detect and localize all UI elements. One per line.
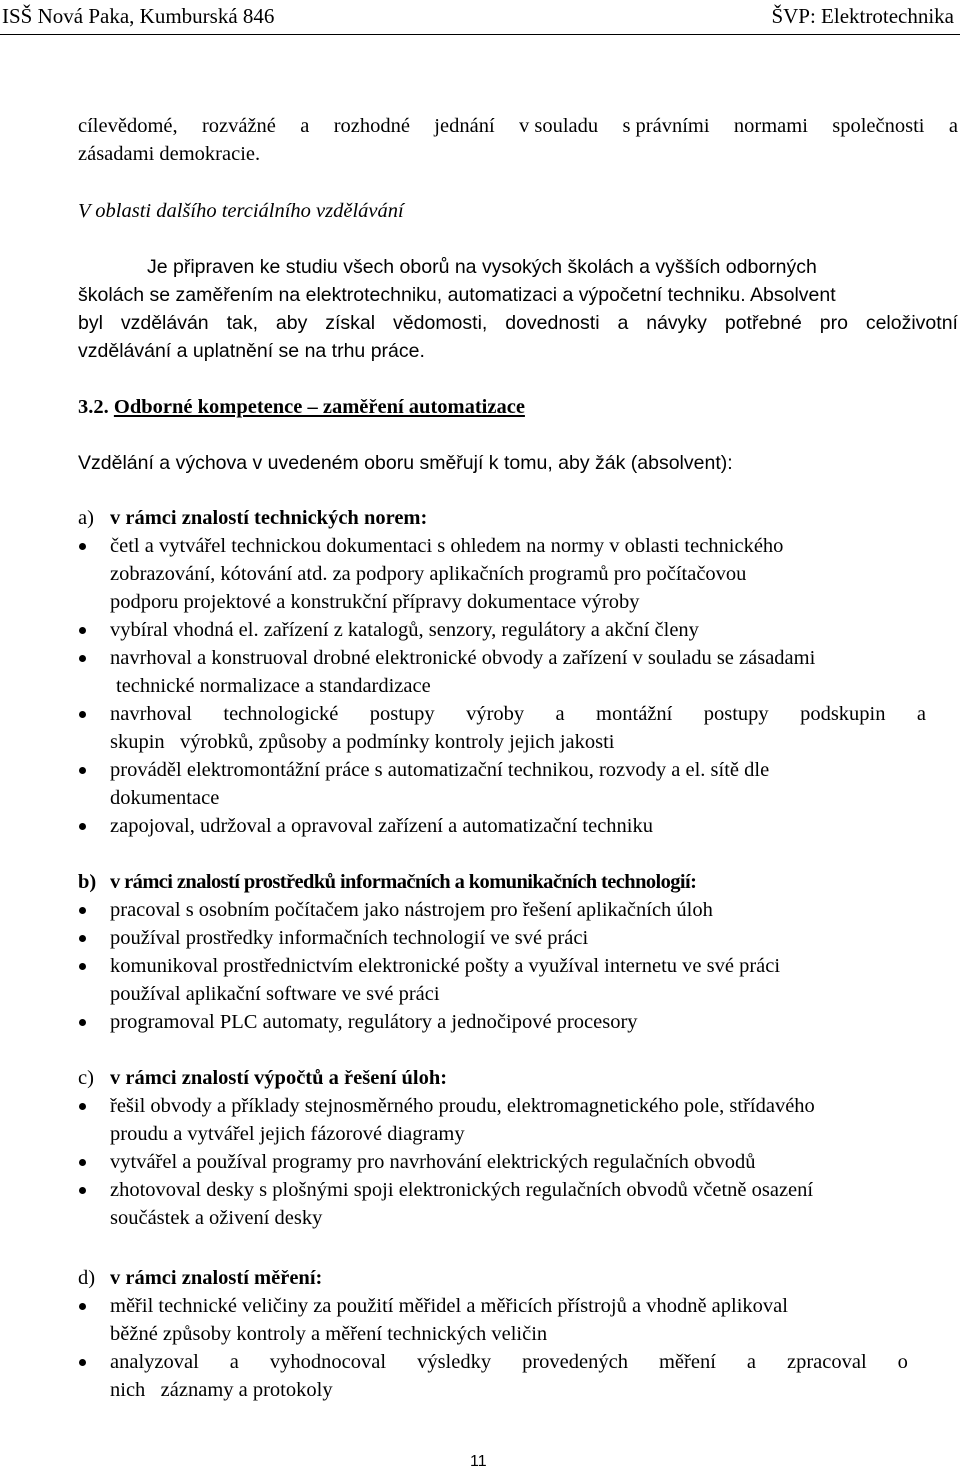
bullet-icon (79, 1103, 86, 1110)
word: a (555, 703, 565, 725)
word: výroby (466, 703, 525, 725)
word: výsledky (417, 1351, 492, 1373)
word: vzděláván (120, 312, 209, 334)
group-b-marker: b) (78, 871, 97, 893)
group-d-marker: d) (78, 1267, 96, 1289)
word: jednání (434, 115, 495, 137)
word: celoživotní (865, 312, 958, 334)
bullet-icon (79, 655, 86, 662)
bullet-icon (79, 1187, 86, 1194)
word: a (916, 703, 926, 725)
tertiary-heading: V oblasti dalšího terciálního vzdělávání (78, 200, 404, 222)
group-b-line: komunikoval prostřednictvím elektronické pošty a využíval internetu ve své práci (110, 955, 781, 977)
group-c-line: řešil obvody a příklady stejnosměrného proudu, elektromagnetického pole, střídavého (110, 1095, 815, 1117)
group-a-title: v rámci znalostí technických norem: (110, 507, 428, 529)
section-number: 3.2. (78, 396, 109, 418)
word: technologické (223, 703, 339, 725)
word: rozhodné (333, 115, 410, 137)
group-b-line: používal aplikační software ve své práci (110, 983, 440, 1005)
word: potřebné (724, 312, 802, 334)
word: a (300, 115, 310, 137)
word: postupy (369, 703, 435, 725)
group-a-line: technické normalizace a standardizace (116, 675, 431, 697)
word: podskupin (800, 703, 886, 725)
group-c-title: v rámci znalostí výpočtů a řešení úloh: (110, 1067, 448, 1089)
group-d-title: v rámci znalostí měření: (110, 1267, 323, 1289)
group-b-line: pracoval s osobním počítačem jako nástrojem pro řešení aplikačních úloh (110, 899, 713, 921)
word: a (948, 115, 958, 137)
tertiary-line-2: školách se zaměřením na elektrotechniku, automatizaci a výpočetní techniku. Absolvent (78, 284, 836, 306)
bullet-icon (79, 1359, 86, 1366)
group-c-line: proudu a vytvářel jejich fázorové diagramy (110, 1123, 465, 1145)
group-a-line: podporu projektové a konstrukční přípravy dokumentace výroby (110, 591, 640, 613)
word: navrhoval (110, 703, 192, 725)
word: o (897, 1351, 908, 1373)
group-d-line: běžné způsoby kontroly a měření technických veličin (110, 1323, 548, 1345)
word: byl (78, 312, 103, 334)
word: rozvážné (201, 115, 276, 137)
word: provedených (522, 1351, 628, 1373)
word: a (229, 1351, 239, 1373)
bullet-icon (79, 963, 86, 970)
bullet-icon (79, 711, 86, 718)
group-a-justified-line (110, 700, 926, 728)
word: aby (275, 312, 308, 334)
bullet-icon (79, 627, 86, 634)
group-a-line: dokumentace (110, 787, 220, 809)
group-c-line: zhotovoval desky s plošnými spoji elektronických regulačních obvodů včetně osazení (110, 1179, 814, 1201)
word: analyzoval (110, 1351, 199, 1373)
bullet-icon (79, 935, 86, 942)
word: montážní (596, 703, 673, 725)
word: tak, (226, 312, 258, 334)
word: měření (658, 1351, 716, 1373)
word: návyky (646, 312, 707, 334)
group-c-line: součástek a oživení desky (110, 1207, 323, 1229)
section-title: Odborné kompetence – zaměření automatizace (113, 396, 525, 418)
header-left: ISŠ Nová Paka, Kumburská 846 (2, 4, 275, 28)
group-a-line: zapojoval, udržoval a opravoval zařízení a automatizační techniku (110, 815, 653, 837)
group-b-title: v rámci znalostí prostředků informačních a komunikačních technologií: (110, 871, 697, 893)
group-b-line: programoval PLC automaty, regulátory a jednočipové procesory (110, 1011, 638, 1033)
word: cílevědomé, (78, 115, 178, 137)
group-c-line: vytvářel a používal programy pro navrhování elektrických regulačních obvodů (110, 1151, 756, 1173)
group-a-line: skupin výrobků, způsoby a podmínky kontroly jejich jakosti (110, 731, 615, 753)
intro-line-1 (78, 112, 958, 140)
word: získal (325, 312, 376, 334)
bullet-icon (79, 1019, 86, 1026)
group-d-justified-line (110, 1348, 908, 1376)
group-a-line: prováděl elektromontážní práce s automatizační technikou, rozvody a el. sítě dle (110, 759, 770, 781)
word: vyhodnocoval (269, 1351, 387, 1373)
page-number: 11 (470, 1453, 487, 1470)
word: dovednosti (505, 312, 600, 334)
bullet-icon (79, 823, 86, 830)
bullet-icon (79, 543, 86, 550)
word: normami (733, 115, 808, 137)
bullet-icon (79, 767, 86, 774)
tertiary-line-1: Je připraven ke studiu všech oborů na vysokých školách a vyšších odborných (147, 256, 817, 278)
word: s právními (622, 115, 710, 137)
bullet-icon (79, 1303, 86, 1310)
word: v souladu (518, 115, 599, 137)
group-d-line: měřil technické veličiny za použití měřidel a měřicích přístrojů a vhodně aplikoval (110, 1295, 788, 1317)
word: a (746, 1351, 756, 1373)
group-a-line: navrhoval a konstruoval drobné elektronické obvody a zařízení v souladu se zásadami (110, 647, 816, 669)
group-a-marker: a) (78, 507, 94, 529)
word: zpracoval (787, 1351, 867, 1373)
header-divider (0, 34, 960, 35)
tertiary-line-3 (78, 309, 958, 337)
word: postupy (703, 703, 769, 725)
group-d-line: nich záznamy a protokoly (110, 1379, 333, 1401)
group-a-line: zobrazování, kótování atd. za podpory aplikačních programů pro počítačovou (110, 563, 747, 585)
tertiary-line-4: vzdělávání a uplatnění se na trhu práce. (78, 340, 425, 362)
group-b-line: používal prostředky informačních technologií ve své práci (110, 927, 589, 949)
section-heading (78, 393, 525, 421)
bullet-icon (79, 1159, 86, 1166)
intro-line-2: zásadami demokracie. (78, 143, 261, 165)
word: společnosti (832, 115, 925, 137)
word: vědomosti, (393, 312, 488, 334)
section-lead: Vzdělání a výchova v uvedeném oboru směřují k tomu, aby žák (absolvent): (78, 452, 733, 474)
group-c-marker: c) (78, 1067, 94, 1089)
group-a-line: četl a vytvářel technickou dokumentaci s ohledem na normy v oblasti technického (110, 535, 784, 557)
group-a-line: vybíral vhodná el. zařízení z katalogů, senzory, regulátory a akční členy (110, 619, 699, 641)
header-right: ŠVP: Elektrotechnika (771, 4, 954, 28)
word: pro (819, 312, 848, 334)
word: a (617, 312, 629, 334)
bullet-icon (79, 907, 86, 914)
